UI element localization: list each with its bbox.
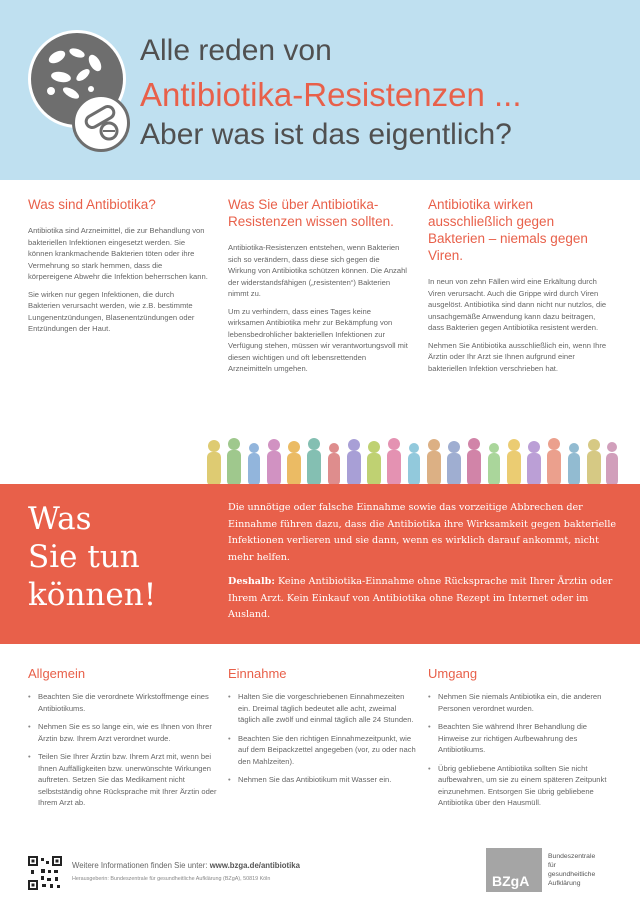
footer-info (72, 861, 300, 870)
footer-info-prefix: Weitere Informationen finden Sie unter: (72, 861, 208, 870)
tips-column-einnahme (228, 666, 418, 793)
info-column-viren (428, 196, 608, 380)
column-paragraph: In neun von zehn Fällen wird eine Erkältung durch Viren verursacht. Auch die Grippe wird durch Viren ausgelöst. Antibiotika sind dann nicht nur nutzlos, die unsachgemäße Anwendung kann dazu beitragen, dass Bakterien gegen Antibiotika resistent werden. (428, 277, 607, 332)
crowd-silhouettes-illustration (200, 436, 620, 486)
tips-column-umgang (428, 666, 618, 816)
column-paragraph: Nehmen Sie Antibiotika ausschließlich ein, wenn Ihre Ärztin oder Ihr Arzt sie Ihnen aufgrund einer bakteriellen Infektion verschrieben hat. (428, 340, 607, 373)
tips-item: • Nehmen Sie das Antibiotikum mit Wasser ein. (228, 774, 418, 786)
footer-publisher: Herausgeberin: Bundeszentrale für gesundheitliche Aufklärung (BZgA), 50819 Köln (72, 876, 271, 882)
band-deshalb (228, 574, 620, 624)
bzga-label-line: gesundheitliche (548, 871, 596, 878)
tips-list (228, 691, 418, 786)
band-headline-line: Sie tun (28, 539, 140, 575)
bzga-label-line: Aufklärung (548, 880, 581, 887)
info-column-antibiotika (28, 196, 208, 341)
band-headline-line: können! (28, 577, 157, 613)
tips-item: • Beachten Sie die verordnete Wirkstoffmenge eines Antibiotikums. (28, 691, 218, 714)
pill-icon (72, 94, 130, 152)
column-paragraph: Antibiotika-Resistenzen entstehen, wenn Bakterien sich so verändern, dass diese sich gegen die Wirkung von Antibiotika schützen können. Die Anzahl der widerstandsfähigen („resistenten“) Bakterien nimmt zu. (228, 243, 407, 298)
tips-item: • Beachten Sie den richtigen Einnahmezeitpunkt, wie auf dem Beipackzettel angegeben (vor, zu oder nach den Mahlzeiten). (228, 733, 418, 768)
column-paragraph: Sie wirken nur gegen Infektionen, die durch Bakterien verursacht werden, wie z.B. bestimmte Lungenentzündungen, Blasenentzündungen oder Entzündungen der Haut. (28, 289, 195, 333)
band-headline (28, 500, 156, 614)
tips-item: • Teilen Sie Ihrer Ärztin bzw. Ihrem Arzt mit, wenn bei Ihnen Auffälligkeiten bzw. unerwünschte Wirkungen auftreten. Setzen Sie das Medikament nicht selbstständig ohne Rücksprache mit Ihrer Ärztin oder Ihrem Arzt ab. (28, 751, 218, 809)
tips-column-allgemein (28, 666, 218, 816)
bzga-label-line: Bundeszentrale (548, 853, 596, 860)
column-paragraph: Um zu verhindern, dass eines Tages keine wirksamen Antibiotika mehr zur Bekämpfung von lebensbedrohlicher bakteriellen Infektionen zur Verfügung stehen, müssen wir verantwortungsvoll mit diesen wichtigen und oft lebensrettenden Arzneimitteln umgehen. (228, 306, 408, 373)
bzga-logo-text: BZgA (492, 873, 530, 889)
qr-code-icon[interactable] (28, 856, 62, 890)
title-line-1: Alle reden von (140, 34, 332, 67)
column-heading: Was Sie über Antibiotika-Resistenzen wissen sollten. (228, 197, 394, 229)
deshalb-text: Keine Antibiotika-Einnahme ohne Rücksprache mit Ihrer Ärztin oder Ihrem Arzt. Kein Einkauf von Antibiotika ohne Rezept im Internet oder im Ausland. (228, 576, 613, 620)
column-paragraph: Antibiotika sind Arzneimittel, die zur Behandlung von bakteriellen Infektionen eingesetzt werden. Sie können krankmachende Bakterien töten oder ihre Vermehrung so stark hemmen, dass die körpereigene Abwehr die Infektion beherrschen kann. (28, 226, 208, 281)
bzga-label (548, 852, 628, 888)
info-column-resistenzen (228, 196, 408, 381)
column-heading: Was sind Antibiotika? (28, 197, 156, 212)
title-line-3: Aber was ist das eigentlich? (140, 118, 512, 151)
tips-item: • Halten Sie die vorgeschriebenen Einnahmezeiten ein. Dreimal täglich bedeutet alle acht, zweimal täglich alle zwölf und einmal täglich alle 24 Stunden. (228, 691, 418, 726)
footer-url-link[interactable]: www.bzga.de/antibiotika (209, 861, 300, 870)
band-text: Die unnötige oder falsche Einnahme sowie das vorzeitige Abbrechen der Einnahme führen dazu, dass die Antibiotika ihre Wirksamkeit gegen bakterielle Infektionen verlieren und sie dann, wenn es wirklich darauf ankommt, nicht mehr helfen. (228, 502, 617, 563)
tips-item: • Beachten Sie während Ihrer Behandlung die Hinweise zur richtigen Aufbewahrung des Antibiotikums. (428, 721, 618, 756)
bzga-label-line: für (548, 862, 556, 869)
tips-heading: Allgemein (28, 666, 86, 681)
band-headline-line: Was (28, 501, 92, 537)
tips-heading: Einnahme (228, 666, 287, 681)
tips-item: • Übrig gebliebene Antibiotika sollten Sie nicht aufbewahren, um sie zu einem späteren Zeitpunkt einzunehmen. Entsorgen Sie übrig gebliebene Antibiotika über den Hausmüll. (428, 763, 618, 809)
column-heading: Antibiotika wirken ausschließlich gegen Bakterien – niemals gegen Viren. (428, 197, 588, 263)
tips-heading: Umgang (428, 666, 478, 681)
tips-item: • Nehmen Sie niemals Antibiotika ein, die anderen Personen verordnet wurden. (428, 691, 618, 714)
tips-list (28, 691, 218, 809)
title-line-2: Antibiotika-Resistenzen ... (140, 76, 522, 113)
tips-item: • Nehmen Sie es so lange ein, wie es Ihnen von Ihrer Ärztin bzw. Ihrem Arzt verordnet wurde. (28, 721, 218, 744)
deshalb-label: Deshalb: (228, 576, 275, 587)
tips-list (428, 691, 618, 809)
